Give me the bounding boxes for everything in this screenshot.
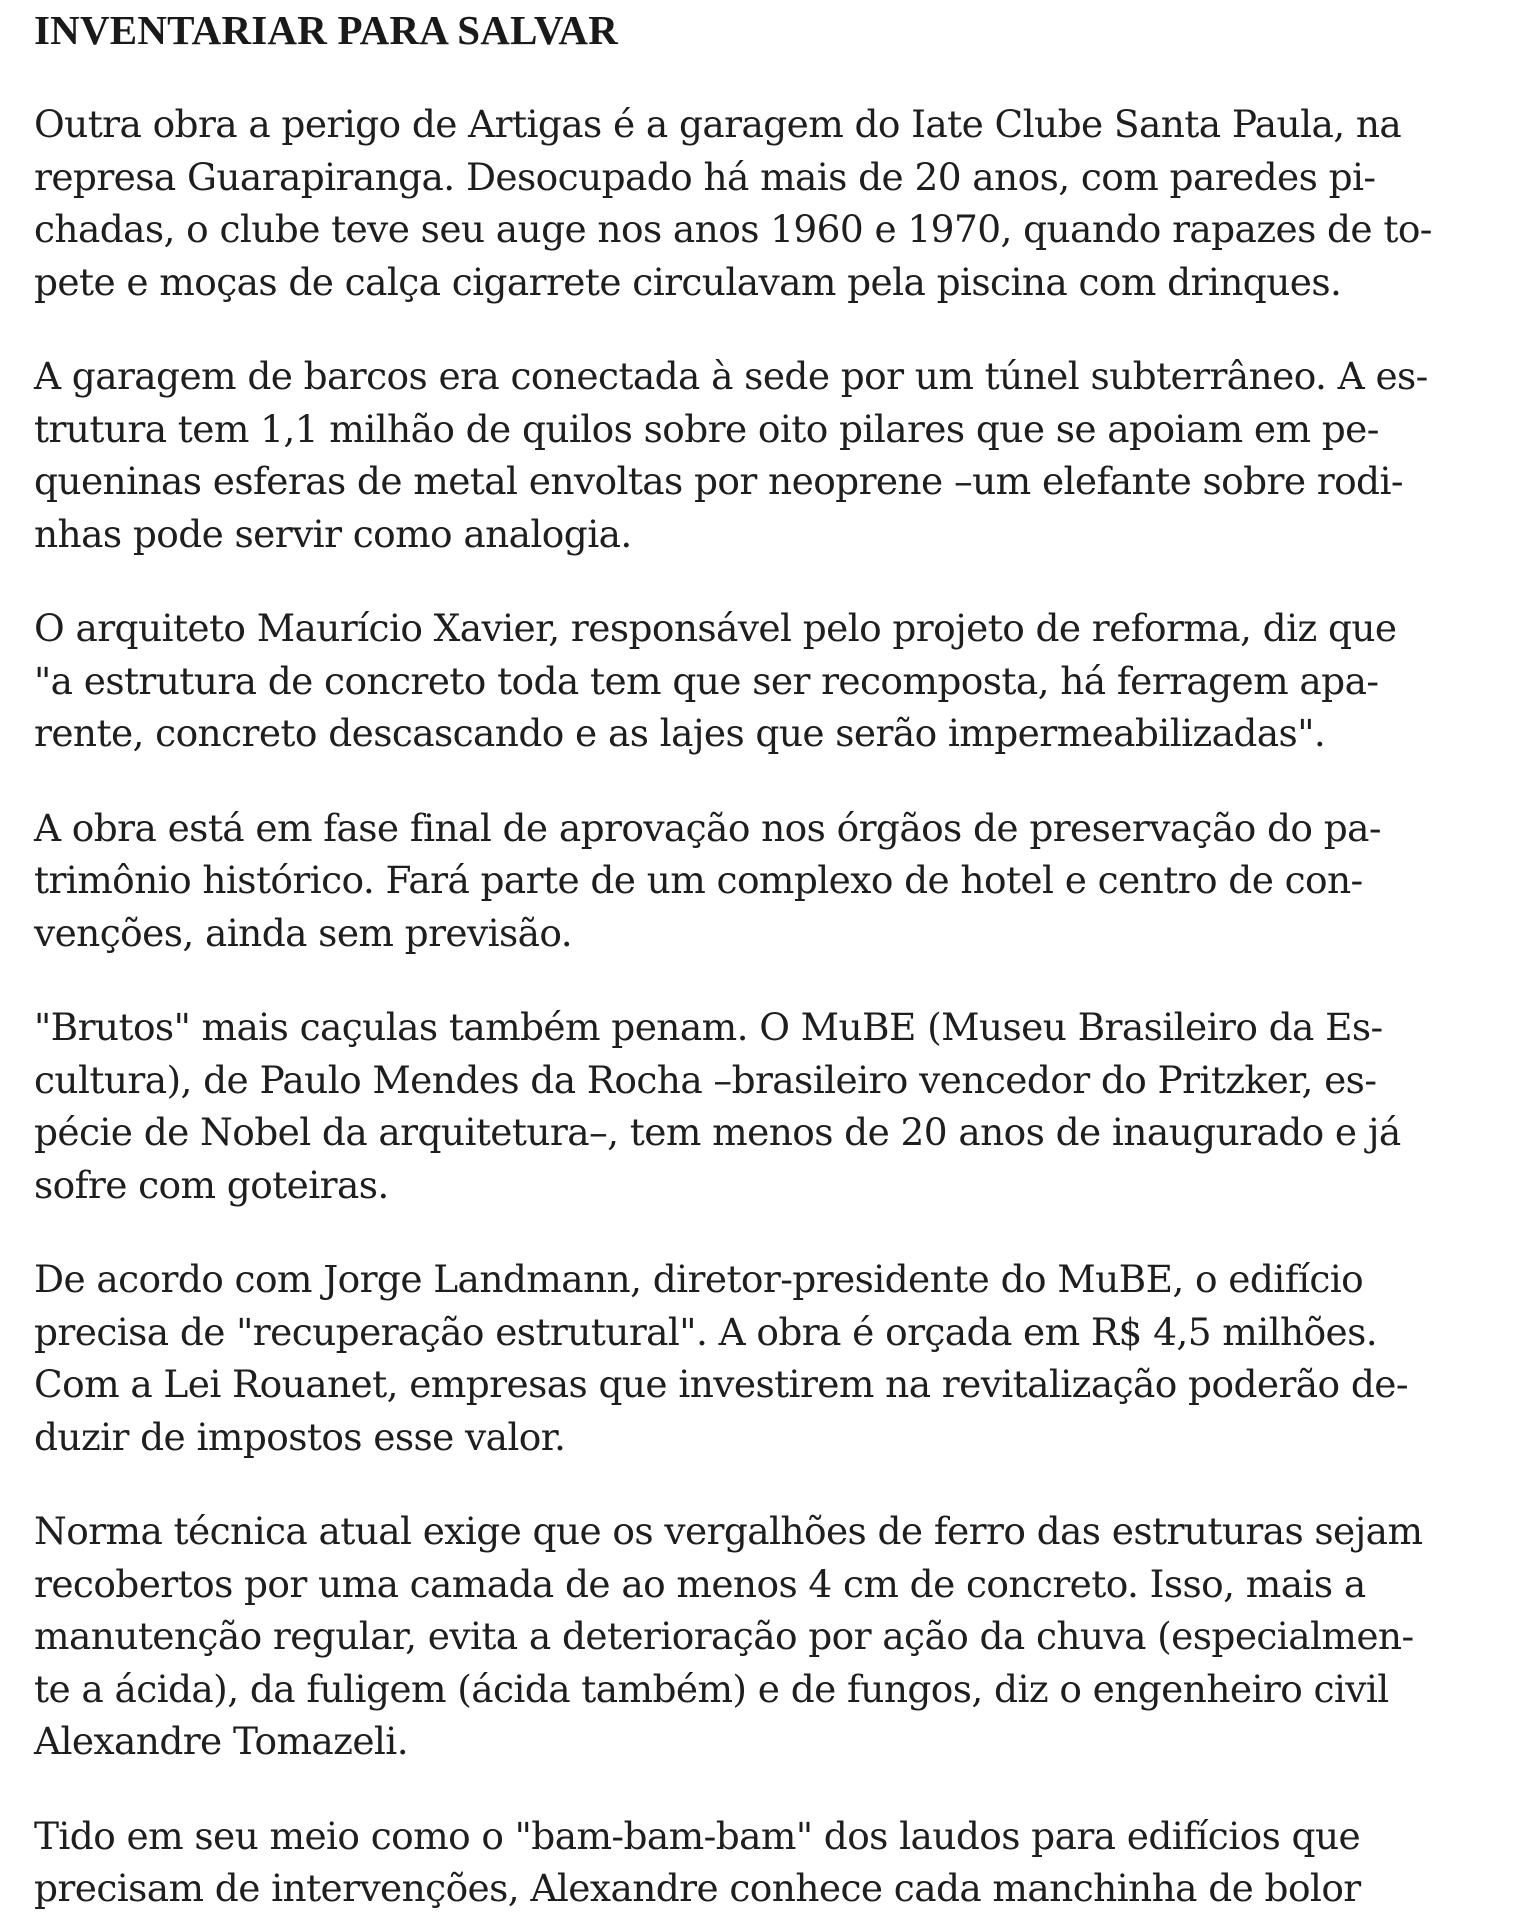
article-paragraph: A garagem de barcos era conectada à sede por um túnel subterrâneo. A es- trutura tem 1,1 milhão de quilos sobre oito pilares que se apoiam em pe- queninas esferas de metal envoltas por neoprene –um elefante sobre rodi- nhas pode servir como analogia. bbox=[34, 354, 1428, 556]
article-paragraph: Outra obra a perigo de Artigas é a garagem do Iate Clube Santa Paula, na represa Guarapiranga. Desocupado há mais de 20 anos, com paredes pi- chadas, o clube teve seu auge nos anos 1960 e 1970, quando rapazes de to- pete e moças de calça cigarrete circulavam pela piscina com drinques. bbox=[34, 102, 1432, 304]
article-paragraph: Norma técnica atual exige que os vergalhões de ferro das estruturas sejam recobertos por uma camada de ao menos 4 cm de concreto. Isso, mais a manutenção regular, evita a deterioração por ação da chuva (especialmen- te a ácida), da fuligem (ácida também) e de fungos, diz o engenheiro civil Alexandre Tomazeli. bbox=[34, 1509, 1423, 1763]
article-paragraph: Tido em seu meio como o "bam-bam-bam" dos laudos para edifícios que precisam de intervenções, Alexandre conhece cada manchinha de bolor bbox=[34, 1813, 1361, 1910]
article-paragraph: A obra está em fase final de aprovação nos órgãos de preservação do pa- trimônio histórico. Fará parte de um complexo de hotel e centro de con- venções, ainda sem previsão. bbox=[34, 805, 1381, 955]
article-paragraph: O arquiteto Maurício Xavier, responsável pelo projeto de reforma, diz que "a estrutura de concreto toda tem que ser recomposta, há ferragem apa- rente, concreto descascando e as lajes que serão impermeabilizadas". bbox=[34, 606, 1397, 755]
section-heading: INVENTARIAR PARA SALVAR bbox=[34, 7, 619, 53]
article-paragraph: "Brutos" mais caçulas também penam. O MuBE (Museu Brasileiro da Es- cultura), de Paulo Mendes da Rocha –brasileiro vencedor do Pritzker, es- pécie de Nobel da arquitetura–, tem menos de 20 anos de inaugurado e já sofre com goteiras. bbox=[34, 1005, 1401, 1207]
article-body bbox=[34, 0, 1494, 1915]
article-paragraph: De acordo com Jorge Landmann, diretor-presidente do MuBE, o edifício precisa de "recuperação estrutural". A obra é orçada em R$ 4,5 milhões. Com a Lei Rouanet, empresas que investirem na revitalização poderão de- duzir de impostos esse valor. bbox=[34, 1257, 1408, 1459]
